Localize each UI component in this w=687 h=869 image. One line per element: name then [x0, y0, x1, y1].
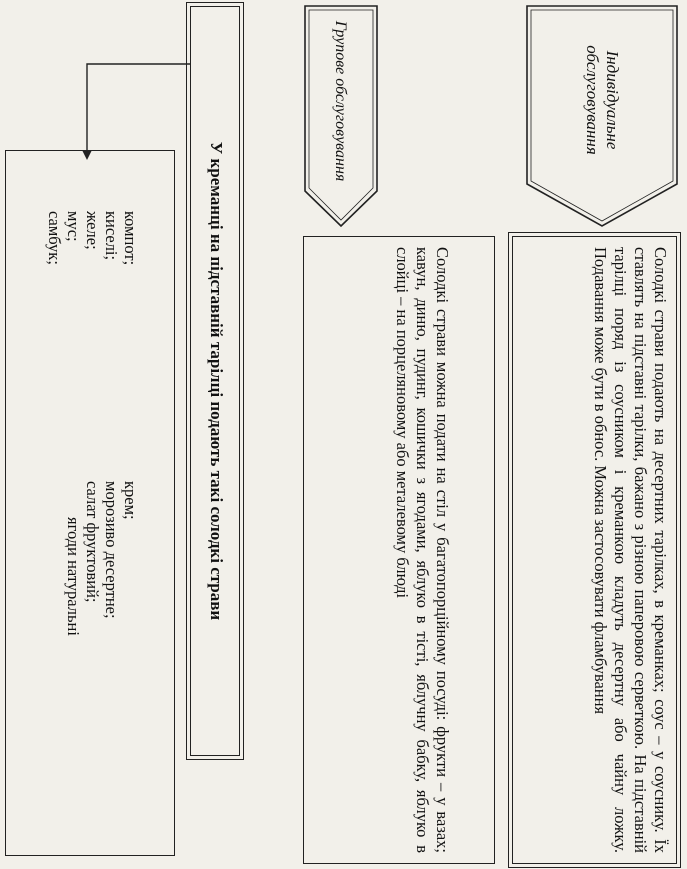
individual-service-text: Солодкі страви подають на десертних тарілках, в креманках; соус – у соуснику. Їх ставлять на підставні тарілки, бажано з різною паперовою серветкою. На підставній тарілці поряд із соусником і креманкою кладуть десертну або чайну ложку. Подавання може бути в обнос. Можна застосовувати фламбування: [591, 247, 670, 853]
group-service-text: Солодкі страви можна подати на стіл у багатопорційному посуді: фрукти – у вазах; кавун, диню, пудинг, кошички з ягодами, яблуко в тісті, яблучну бабку, яблуко в слойці – на порцеляновому або металевому блюді: [393, 247, 452, 853]
list-item: морозиво десертне;: [102, 481, 121, 619]
list-item: ягоди натуральні: [64, 517, 83, 636]
list-item: крем;: [121, 481, 140, 520]
list-item: мус;: [64, 211, 83, 242]
list-left-column: [45, 211, 140, 265]
list-item: самбук;: [45, 211, 64, 265]
individual-heading: Індивідуальне обслуговування: [583, 45, 622, 155]
creamer-list-box: [5, 150, 175, 856]
list-item: компот;: [121, 211, 140, 266]
creamer-title: У креманці на підставній тарілці подають такі солодкі страви: [207, 141, 226, 621]
group-heading: Групове обслуговування: [332, 20, 350, 182]
list-item: киселі;: [102, 211, 121, 261]
list-right-column: [64, 481, 140, 636]
list-item: желе;: [83, 211, 102, 250]
list-item: салат фруктовий;: [83, 481, 102, 603]
